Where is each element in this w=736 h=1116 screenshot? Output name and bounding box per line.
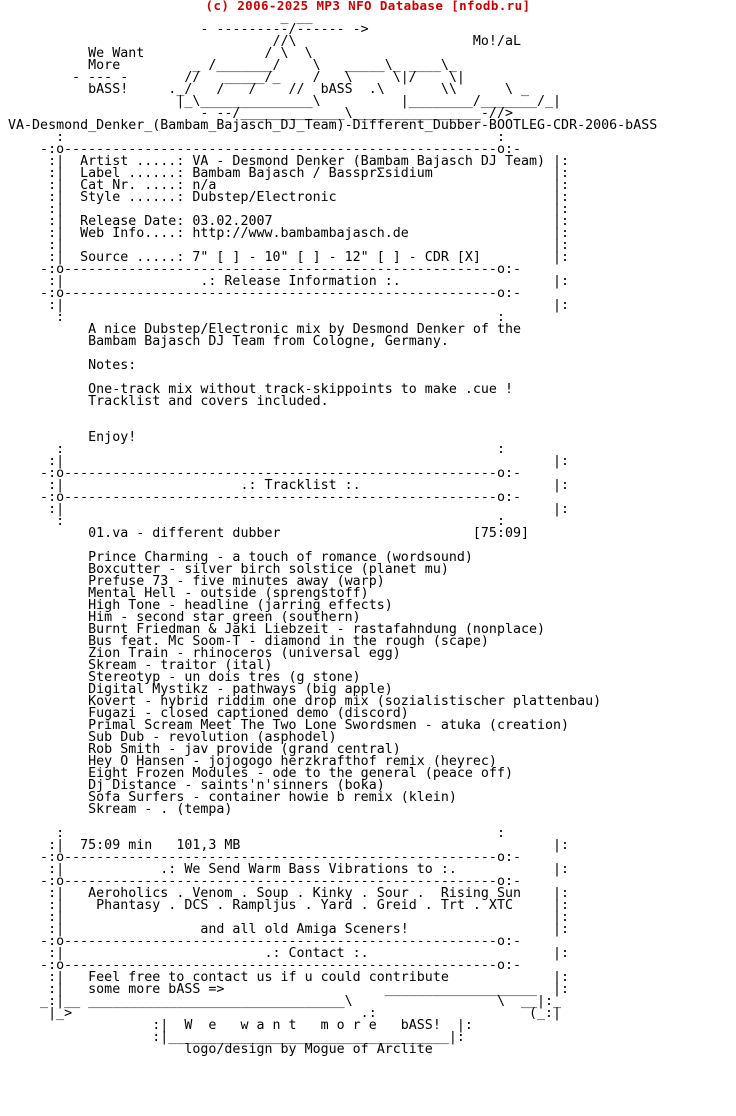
nfo-line: _:|__ ________________________________\ \ __|:_ [8, 994, 562, 1009]
nfo-line: Bus feat. Mc Soom-T - diamond in the rough (scape) [8, 634, 489, 649]
nfo-line: :| some more bASS => ___________________ |: [8, 982, 570, 997]
nfo-line: :| Phantasy . DCS . Rampljus . Yard . Greid . Trt . XTC |: [8, 898, 570, 913]
nfo-line: :| |: [8, 454, 570, 469]
nfo-line: We Want / \ \ [8, 46, 313, 61]
nfo-line: Burnt Friedman & Jaki Liebzeit - rastafahndung (nonplace) [8, 622, 546, 637]
nfo-line: _ __ [8, 10, 313, 25]
nfo-line: |_> .: (_:| [8, 1006, 562, 1021]
nfo-line: :| |: [8, 910, 570, 925]
nfo-line: Skream - traitor (ital) [8, 658, 273, 673]
nfo-line: : : [8, 310, 505, 325]
nfo-line: -:o------------------------------------------------------o:- [8, 490, 521, 505]
nfo-line: Prince Charming - a touch of romance (wordsound) [8, 550, 473, 565]
nfo-line: :| Style ......: Dubstep/Electronic |: [8, 190, 570, 205]
nfo-line: :|___________________________________|: [8, 1030, 465, 1045]
nfo-line: Zion Train - rhinoceros (universal egg) [8, 646, 401, 661]
nfo-line: -:o------------------------------------------------------o:- [8, 958, 521, 973]
nfo-line: :| |: [8, 238, 570, 253]
nfo-line: -:o------------------------------------------------------o:- [8, 934, 521, 949]
nfo-line: :| W e w a n t m o r e bASS! |: [8, 1018, 473, 1033]
nfo-line: :| |: [8, 298, 570, 313]
nfo-line: - --- - // _____/_ / \ \|/ \| [8, 70, 465, 85]
nfo-line: Kovert - hybrid riddim one drop mix (sozialistischer plattenbau) [8, 694, 602, 709]
nfo-line: Enjoy! [8, 430, 137, 445]
nfo-line: Notes: [8, 358, 137, 373]
nfo-line: Boxcutter - silver birch solstice (planet mu) [8, 562, 449, 577]
nfo-line: -:o------------------------------------------------------o:- [8, 262, 521, 277]
nfo-line: :| 75:09 min 101,3 MB |: [8, 838, 570, 853]
nfo-line: :| Artist .....: VA - Desmond Denker (Bambam Bajasch DJ Team) |: [8, 154, 570, 169]
nfo-line: :| Feel free to contact us if u could contribute |: [8, 970, 570, 985]
nfo-line: Hey O Hansen - jojogogo herzkrafthof remix (heyrec) [8, 754, 497, 769]
nfo-line: : : [8, 826, 505, 841]
nfo-line: Rob Smith - jav provide (grand central) [8, 742, 401, 757]
nfo-line: Bambam Bajasch DJ Team from Cologne, Germany. [8, 334, 449, 349]
nfo-line: :| and all old Amiga Sceners! |: [8, 922, 570, 937]
nfo-line: Eight Frozen Modules - ode to the general (peace off) [8, 766, 513, 781]
nfo-line: : : [8, 514, 505, 529]
nfo-line: :| Web Info....: http://www.bambambajasch.de |: [8, 226, 570, 241]
nfo-text [8, 12, 657, 1056]
nfo-line: :| Label ......: Bambam Bajasch / BassprΣsidium |: [8, 166, 570, 181]
nfo-line: - --/_____________\________________-//> [8, 106, 513, 121]
nfo-line: Tracklist and covers included. [8, 394, 329, 409]
nfo-line: :| Source .....: 7" [ ] - 10" [ ] - 12" [ ] - CDR [X] |: [8, 250, 570, 265]
nfo-line: :| .: Release Information :. |: [8, 274, 570, 289]
nfo-line: VA-Desmond_Denker_(Bambam_Bajasch_DJ_Team)-Different_Dubber-BOOTLEG-CDR-2006-bASS [8, 118, 658, 133]
nfo-line: -:o------------------------------------------------------o:- [8, 466, 521, 481]
nfo-line: |_\______________\ |________/_______/_| [8, 94, 562, 109]
nfo-line: :| |: [8, 202, 570, 217]
nfo-line: :| Release Date: 03.02.2007 |: [8, 214, 570, 229]
nfo-line [8, 408, 657, 420]
nfo-line: - ---------/------ -> [8, 22, 369, 37]
nfo-line: Stereotyp - un dois tres (g stone) [8, 670, 361, 685]
nfo-line: Skream - . (tempa) [8, 802, 233, 817]
nfo-line: -:o------------------------------------------------------o:- [8, 874, 521, 889]
nfo-line: One-track mix without track-skippoints to make .cue ! [8, 382, 513, 397]
nfo-line: :| .: Contact :. |: [8, 946, 570, 961]
nfo-line: : : [8, 130, 505, 145]
nfo-line: :| Aeroholics . Venom . Soup . Kinky . Sour . Rising Sun |: [8, 886, 570, 901]
nfo-line: Primal Scream Meet The Two Lone Swordsmen - atuka (creation) [8, 718, 570, 733]
nfo-line: :| |: [8, 502, 570, 517]
copyright-header[interactable]: (c) 2006-2025 MP3 NFO Database [nfodb.ru] [205, 0, 531, 13]
nfo-line: :| Cat Nr. ....: n/a |: [8, 178, 570, 193]
nfo-line: More _ /_______/ \ _____\_ ____\_ [8, 58, 457, 73]
nfo-line: //\ Mo!/aL [8, 34, 521, 49]
nfo-line: High Tone - headline (jarring effects) [8, 598, 393, 613]
nfo-line: Prefuse 73 - five minutes away (warp) [8, 574, 385, 589]
nfo-line: : : [8, 442, 505, 457]
nfo-line: Sofa Surfers - container howie b remix (klein) [8, 790, 457, 805]
nfo-line: Him - second star green (southern) [8, 610, 361, 625]
nfo-line: Mental Hell - outside (sprengstoff) [8, 586, 369, 601]
nfo-line: -:o------------------------------------------------------o:- [8, 850, 521, 865]
nfo-line: logo/design by Mogue of Arclite [8, 1042, 433, 1057]
nfo-line: Dj Distance - saints'n'sinners (boka) [8, 778, 385, 793]
nfo-line: :| .: Tracklist :. |: [8, 478, 570, 493]
nfo-line: A nice Dubstep/Electronic mix by Desmond Denker of the [8, 322, 521, 337]
nfo-line: Sub Dub - revolution (asphodel) [8, 730, 337, 745]
nfo-line: Digital Mystikz - pathways (big apple) [8, 682, 393, 697]
nfo-line: bASS! ._/ / / // bASS .\ \\ \ _ [8, 82, 530, 97]
nfo-line: Fugazi - closed captioned demo (discord) [8, 706, 409, 721]
nfo-line: -:o------------------------------------------------------o:- [8, 286, 521, 301]
nfo-line: 01.va - different dubber [75:09] [8, 526, 530, 541]
nfo-line: -:o------------------------------------------------------o:- [8, 142, 521, 157]
nfo-line: :| .: We Send Warm Bass Vibrations to :. |: [8, 862, 570, 877]
